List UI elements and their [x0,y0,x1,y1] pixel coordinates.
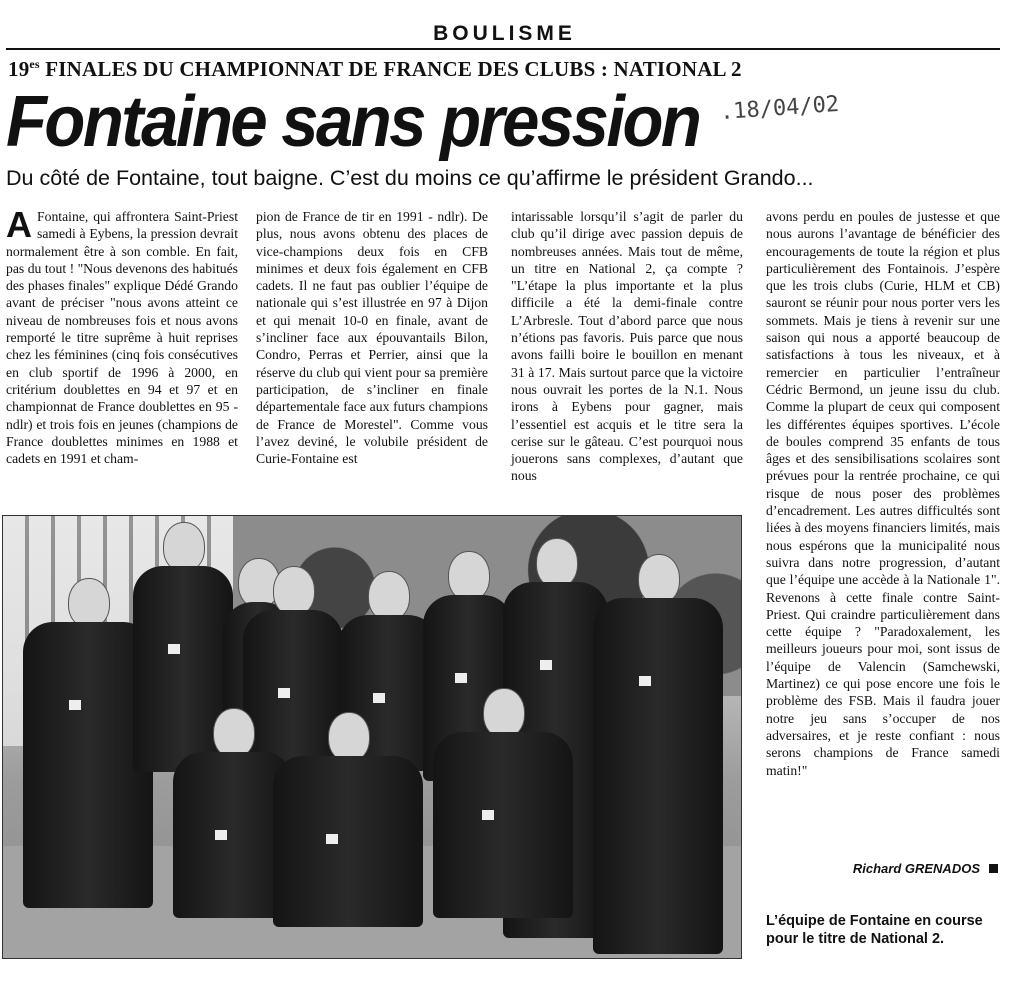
team-member [433,688,573,918]
headline: Fontaine sans pression [6,81,700,163]
team-member [273,712,423,927]
column-1-text: Fontaine, qui affrontera Saint-Priest samedi à Eybens, la pression devrait normalement être à son comble. En fait, pas du tout ! "Nous devenons des habitués des phases finales" explique Dédé Grando avant de préciser "nous avons atteint ce niveau de nombreuses fois et nous avons remporté le titre suprême à huit reprises chez les féminines (cinq fois consécutives en club sportif de 1996 à 2000, en critérium doublettes en 94 et 97 et en championnat de France doublettes en 95 - ndlr) et trois fois en jeunes (champions de France doublettes minimes en 1988 et cadets en 1991 et cham- [6,209,238,467]
byline-author: Richard GRENADOS [852,861,980,876]
kicker [8,57,742,82]
end-mark-icon [989,864,998,873]
column-2-text: pion de France de tir en 1991 - ndlr). De plus, nous avons obtenu des places de vice-champions deux fois en CFB minimes et deux fois également en CFB cadets. Il ne faut pas oublier l’équipe de nationale qui s’est illustrée en 97 à Dijon et qui menait 10-0 en finale, avant de s’incliner face aux épouvantails Bilon, Condro, Perras et Perrier, ainsi que la réserve du club qui vient pour sa première participation, de s’incliner en finale départementale face aux futurs champions de France de Morestel". Comme vous l’avez deviné, le volubile président de Curie-Fontaine est [256,209,488,467]
article-column-2 [256,208,488,467]
byline [800,861,998,876]
column-4-text: avons perdu en poules de justesse et que nous aurons l’avantage de bénéficier des encouragements de toute la région et plus particulièrement des Fontainois. J’espère que les trois clubs (Curie, HLM et CB) sauront se réunir pour nous porter vers les sommets. Mais je tiens à revenir sur une saison qui nous a apporté beaucoup de satisfactions à tous les niveaux, et à remercier en particulier l’entraîneur Cédric Bermond, un jeune issu du club. Comme la plupart de ceux qui composent les différentes équipes sportives. L’école de boules comprend 35 enfants de tous âges et des sensibilisations scolaires sont prévues pour la rentrée prochaine, ce qui risque de nous poser des problèmes d’encadrement. Les autres difficultés sont liées à des moyens financiers limités, mais nous espérons que la municipalité nous suivra dans notre progression, d’autant que l’équipe une accède à la Nationale 1". Revenons à cette finale contre Saint-Priest. Qui craindre particulièrement dans cette équipe ? "Paradoxalement, les meilleurs joueurs pour moi, sont issus de l’équipe de Valencin (Samchewski, Martinez) ce qui pose encore une fois le problème des FSB. Mais il faudra jouer notre jeu sans s’occuper de nos adversaires, et je reste confiant : nous serons champions de France samedi matin!" [766,209,1000,778]
team-member [593,554,723,954]
article-column-3 [511,208,743,485]
kicker-ordinal: 19 [8,57,30,81]
handwritten-date: .18/04/02 [719,91,840,126]
drop-cap: A [6,204,32,245]
section-heading: BOULISME [433,22,576,45]
article-column-1 [6,204,238,467]
column-3-text: intarissable lorsqu’il s’agit de parler du club qu’il dirige avec passion depuis de nombreuses années. Mais tout de même, un titre en National 2, ça compte ? "L’étape la plus importante et la plus difficile a été la demi-finale contre L’Arbresle. Tout d’abord parce que nous n’étions pas favoris. Puis parce que nous avons failli boire le bouillon en menant 31 à 17. Mais surtout parce que la victoire nous ouvrait les portes de la N.1. Nous irons à Eybens pour gagner, mais l’essentiel est acquis et le titre sera la cerise sur le gâteau. C’est pourquoi nous jouerons sans complexes, d’autant que nous [511,209,743,484]
article-column-4 [766,208,1000,779]
kicker-ordinal-suffix: es [29,57,40,71]
deck: Du côté de Fontaine, tout baigne. C’est du moins ce qu’affirme le président Grando... [6,166,814,190]
photo-caption: L’équipe de Fontaine en course pour le titre de National 2. [766,913,983,947]
kicker-text: FINALES DU CHAMPIONNAT DE FRANCE DES CLUBS : NATIONAL 2 [45,57,742,81]
team-photo [3,516,741,958]
section-rule [6,48,1000,50]
